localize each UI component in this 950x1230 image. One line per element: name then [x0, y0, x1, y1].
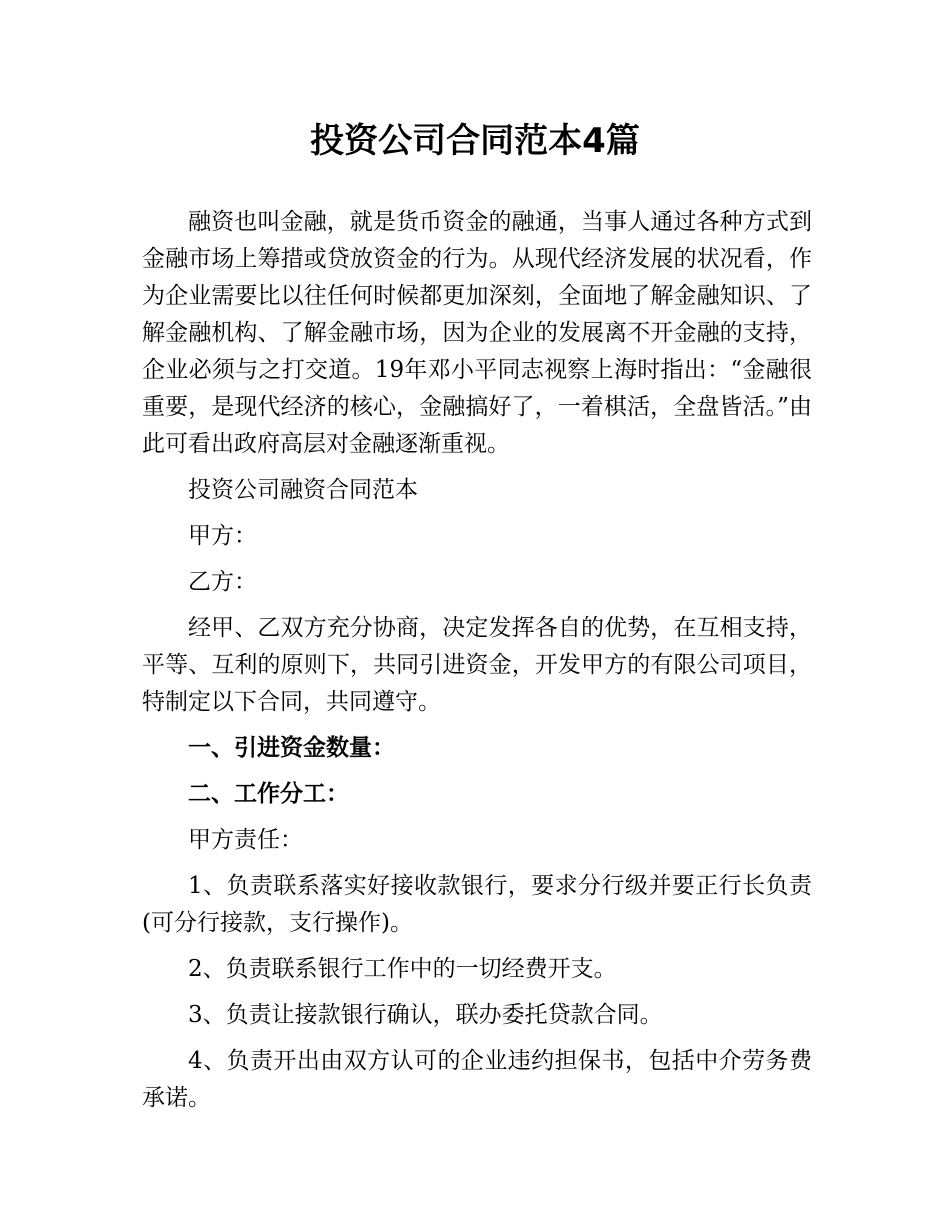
party-a-line: 甲方：	[188, 523, 257, 549]
intro-paragraph: 融资也叫金融，就是货币资金的融通，当事人通过各种方式到金融市场上筹措或贷放资金的行为。从现代经济发展的状况看，作为企业需要比以往任何时候都更加深刻，全面地了解金融知识、了解金融机构、了解金融市场，因为企业的发展离不开金融的支持，企业必须与之打交道。19年邓小平同志视察上海时指出：“金融很重要，是现代经济的核心，金融搞好了，一着棋活，全盘皆活。”由此可看出政府高层对金融逐渐重视。	[142, 209, 812, 457]
agreement-paragraph: 经甲、乙双方充分协商，决定发挥各自的优势，在互相支持，平等、互利的原则下，共同引进资金，开发甲方的有限公司项目，特制定以下合同，共同遵守。	[142, 615, 812, 715]
responsibility-item: 2、负责联系银行工作中的一切经费开支。	[188, 956, 617, 982]
party-a-responsibilities-label: 甲方责任：	[188, 827, 303, 853]
responsibility-item: 4、负责开出由双方认可的企业违约担保书，包括中介劳务费承诺。	[142, 1048, 812, 1111]
contract-name: 投资公司融资合同范本	[188, 477, 418, 503]
responsibility-item: 3、负责让接款银行确认，联办委托贷款合同。	[188, 1002, 663, 1028]
section-heading-division: 二、工作分工：	[188, 781, 349, 807]
party-b-line: 乙方：	[188, 569, 257, 595]
document-body	[142, 204, 812, 1126]
section-heading-funding: 一、引进资金数量：	[188, 735, 395, 761]
document-title: 投资公司合同范本4篇	[310, 121, 640, 161]
responsibility-item: 1、负责联系落实好接收款银行，要求分行级并要正行长负责(可分行接款，支行操作)。	[142, 873, 812, 936]
